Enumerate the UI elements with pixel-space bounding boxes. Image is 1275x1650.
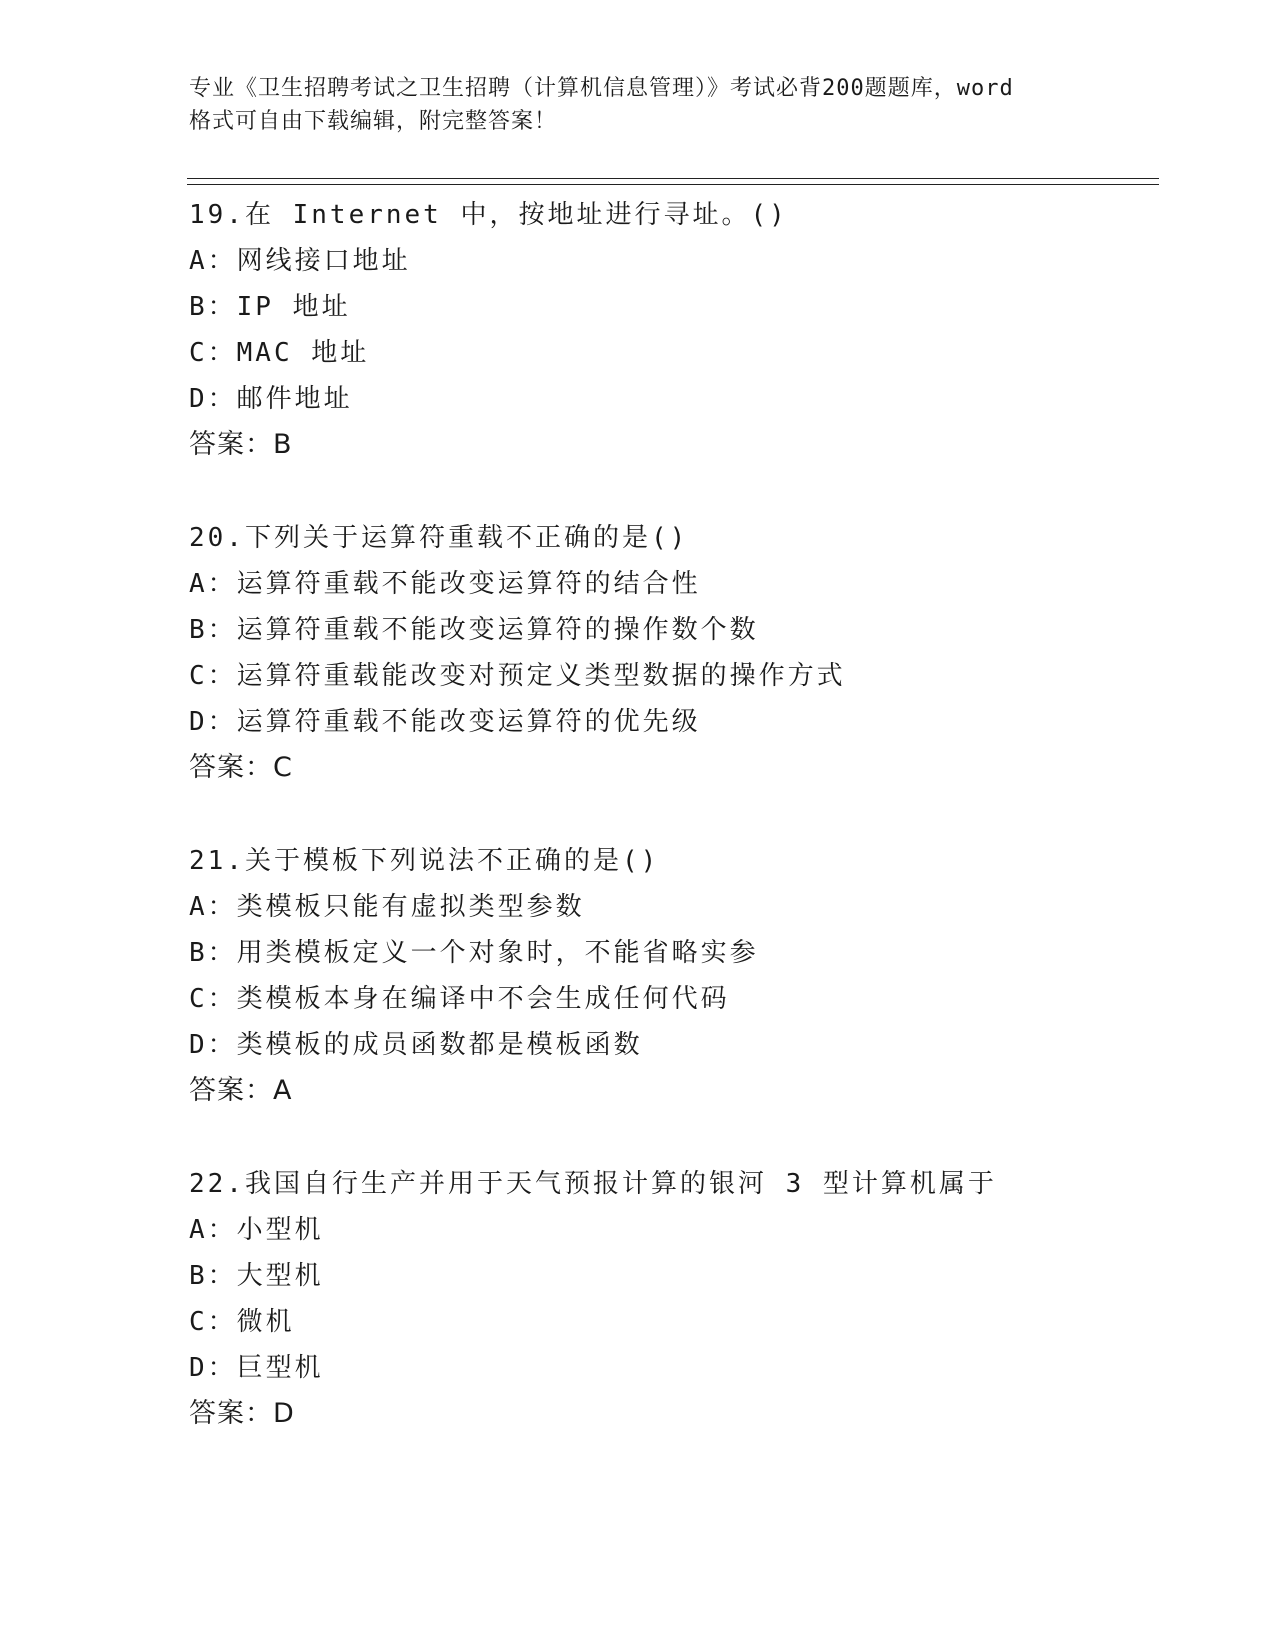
option-d: D：邮件地址	[189, 384, 353, 414]
question-19	[189, 192, 1159, 468]
question-20	[189, 515, 1159, 791]
option-c: C：运算符重载能改变对预定义类型数据的操作方式	[189, 661, 846, 691]
option-b: B：大型机	[189, 1261, 324, 1291]
question-stem: 21.关于模板下列说法不正确的是()	[189, 846, 660, 876]
option-b: B：用类模板定义一个对象时，不能省略实参	[189, 938, 759, 968]
question-list	[189, 192, 1159, 1484]
option-d: D：运算符重载不能改变运算符的优先级	[189, 707, 701, 737]
option-c: C：类模板本身在编译中不会生成任何代码	[189, 984, 730, 1014]
question-21	[189, 838, 1159, 1114]
question-22	[189, 1161, 1159, 1437]
option-a: A：网线接口地址	[189, 246, 411, 276]
option-d: D：巨型机	[189, 1353, 324, 1383]
option-c: C：MAC 地址	[189, 338, 370, 368]
option-b: B：运算符重载不能改变运算符的操作数个数	[189, 615, 759, 645]
option-c: C：微机	[189, 1307, 295, 1337]
option-d: D：类模板的成员函数都是模板函数	[189, 1030, 643, 1060]
answer-label: 答案：A	[189, 1075, 293, 1106]
answer-label: 答案：C	[189, 752, 293, 783]
header-rule-bottom	[187, 184, 1159, 185]
answer-label: 答案：B	[189, 429, 293, 460]
option-a: A：小型机	[189, 1215, 324, 1245]
option-b: B：IP 地址	[189, 292, 351, 322]
option-a: A：运算符重载不能改变运算符的结合性	[189, 569, 701, 599]
question-stem: 22.我国自行生产并用于天气预报计算的银河 3 型计算机属于	[189, 1169, 997, 1199]
question-stem: 19.在 Internet 中，按地址进行寻址。()	[189, 200, 788, 230]
option-a: A：类模板只能有虚拟类型参数	[189, 892, 585, 922]
question-stem: 20.下列关于运算符重载不正确的是()	[189, 523, 689, 553]
answer-label: 答案：D	[189, 1398, 295, 1429]
document-header	[189, 72, 1089, 138]
header-rule-top	[187, 178, 1159, 179]
header-line-1: 专业《卫生招聘考试之卫生招聘（计算机信息管理）》考试必背200题题库，word	[189, 76, 1014, 101]
header-line-2: 格式可自由下载编辑，附完整答案！	[189, 109, 558, 134]
